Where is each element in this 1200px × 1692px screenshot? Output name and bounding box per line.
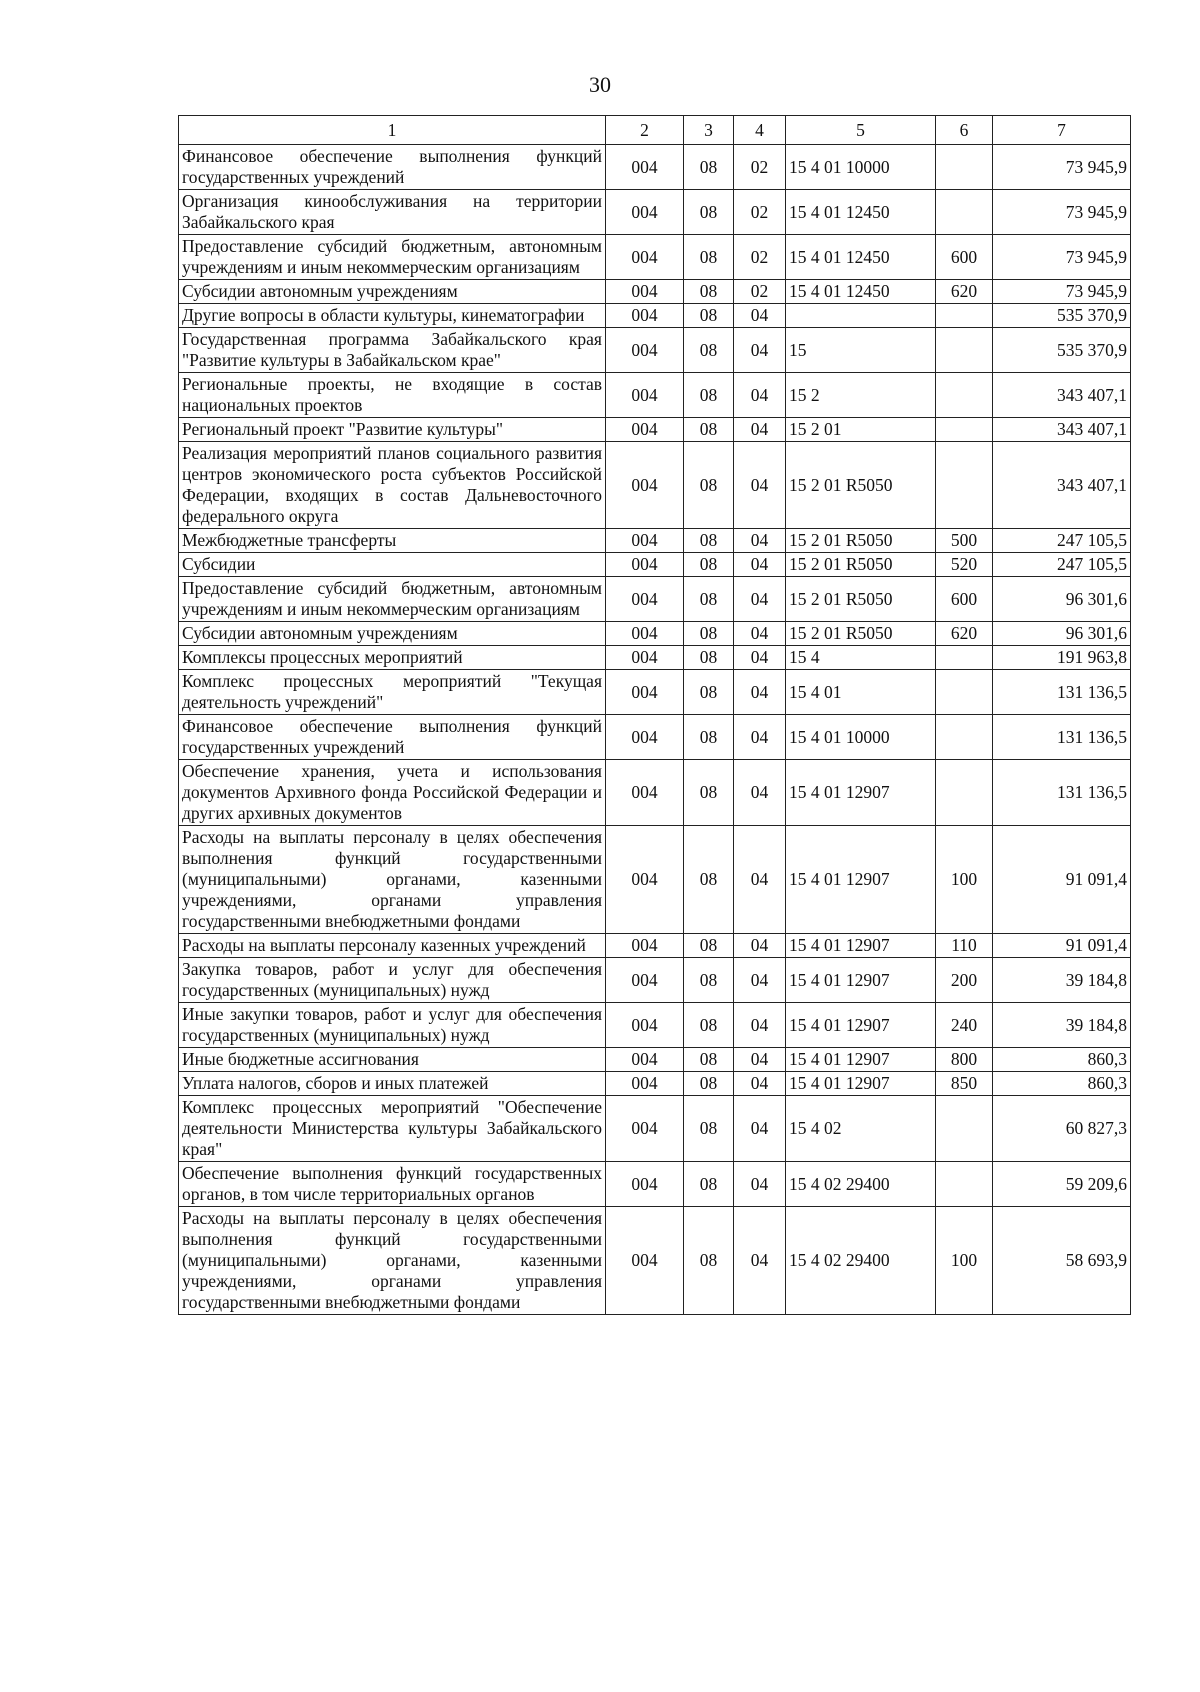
table-row <box>179 529 1131 553</box>
target-article-cell: 15 4 01 10000 <box>786 715 936 760</box>
row-name-cell: Уплата налогов, сборов и иных платежей <box>179 1072 606 1096</box>
amount-cell: 131 136,5 <box>993 715 1131 760</box>
expense-type-cell: 850 <box>936 1072 993 1096</box>
target-article-cell: 15 4 01 12450 <box>786 235 936 280</box>
expense-type-cell: 600 <box>936 235 993 280</box>
amount-cell: 535 370,9 <box>993 304 1131 328</box>
row-name-cell: Обеспечение выполнения функций государственных органов, в том числе территориальных органов <box>179 1162 606 1207</box>
table-row <box>179 553 1131 577</box>
section-cell: 08 <box>684 958 734 1003</box>
budget-table <box>178 115 1131 1315</box>
admin-code-cell: 004 <box>606 304 684 328</box>
target-article-cell: 15 4 01 10000 <box>786 145 936 190</box>
amount-cell: 535 370,9 <box>993 328 1131 373</box>
table-row <box>179 328 1131 373</box>
target-article-cell: 15 4 01 12907 <box>786 826 936 934</box>
table-body <box>179 145 1131 1315</box>
amount-cell: 247 105,5 <box>993 529 1131 553</box>
target-article-cell: 15 4 01 12907 <box>786 958 936 1003</box>
expense-type-cell: 800 <box>936 1048 993 1072</box>
section-cell: 08 <box>684 646 734 670</box>
amount-cell: 96 301,6 <box>993 577 1131 622</box>
admin-code-cell: 004 <box>606 1003 684 1048</box>
row-name-cell: Комплекс процессных мероприятий "Текущая деятельность учреждений" <box>179 670 606 715</box>
admin-code-cell: 004 <box>606 145 684 190</box>
table-row <box>179 577 1131 622</box>
target-article-cell: 15 2 01 R5050 <box>786 442 936 529</box>
subsection-cell: 04 <box>734 670 786 715</box>
subsection-cell: 04 <box>734 1207 786 1315</box>
target-article-cell: 15 2 01 R5050 <box>786 622 936 646</box>
target-article-cell <box>786 304 936 328</box>
admin-code-cell: 004 <box>606 235 684 280</box>
header-cell: 2 <box>606 116 684 145</box>
target-article-cell: 15 4 02 <box>786 1096 936 1162</box>
section-cell: 08 <box>684 529 734 553</box>
section-cell: 08 <box>684 577 734 622</box>
section-cell: 08 <box>684 418 734 442</box>
amount-cell: 343 407,1 <box>993 418 1131 442</box>
admin-code-cell: 004 <box>606 577 684 622</box>
header-cell: 3 <box>684 116 734 145</box>
row-name-cell: Организация кинообслуживания на территории Забайкальского края <box>179 190 606 235</box>
section-cell: 08 <box>684 934 734 958</box>
admin-code-cell: 004 <box>606 958 684 1003</box>
table-row <box>179 958 1131 1003</box>
admin-code-cell: 004 <box>606 646 684 670</box>
header-cell: 1 <box>179 116 606 145</box>
expense-type-cell <box>936 760 993 826</box>
row-name-cell: Расходы на выплаты персоналу в целях обеспечения выполнения функций государственными (муниципальными) органами, казенными учреждениями, органами управления государственными внебюджетными фондами <box>179 1207 606 1315</box>
admin-code-cell: 004 <box>606 826 684 934</box>
row-name-cell: Финансовое обеспечение выполнения функций государственных учреждений <box>179 715 606 760</box>
subsection-cell: 04 <box>734 577 786 622</box>
amount-cell: 39 184,8 <box>993 958 1131 1003</box>
target-article-cell: 15 2 <box>786 373 936 418</box>
subsection-cell: 04 <box>734 1072 786 1096</box>
section-cell: 08 <box>684 760 734 826</box>
page-number: 30 <box>589 72 611 97</box>
table-row <box>179 1003 1131 1048</box>
amount-cell: 91 091,4 <box>993 934 1131 958</box>
section-cell: 08 <box>684 1096 734 1162</box>
table-row <box>179 715 1131 760</box>
amount-cell: 73 945,9 <box>993 145 1131 190</box>
expense-type-cell <box>936 304 993 328</box>
target-article-cell: 15 4 01 12907 <box>786 934 936 958</box>
row-name-cell: Обеспечение хранения, учета и использования документов Архивного фонда Российской Федерации и других архивных документов <box>179 760 606 826</box>
expense-type-cell <box>936 418 993 442</box>
row-name-cell: Предоставление субсидий бюджетным, автономным учреждениям и иным некоммерческим организациям <box>179 235 606 280</box>
header-cell: 5 <box>786 116 936 145</box>
section-cell: 08 <box>684 1003 734 1048</box>
table-row <box>179 235 1131 280</box>
amount-cell: 59 209,6 <box>993 1162 1131 1207</box>
table-row <box>179 760 1131 826</box>
subsection-cell: 02 <box>734 235 786 280</box>
subsection-cell: 04 <box>734 760 786 826</box>
amount-cell: 343 407,1 <box>993 442 1131 529</box>
row-name-cell: Расходы на выплаты персоналу в целях обеспечения выполнения функций государственными (муниципальными) органами, казенными учреждениями, органами управления государственными внебюджетными фондами <box>179 826 606 934</box>
target-article-cell: 15 4 02 29400 <box>786 1162 936 1207</box>
admin-code-cell: 004 <box>606 934 684 958</box>
subsection-cell: 04 <box>734 934 786 958</box>
section-cell: 08 <box>684 1162 734 1207</box>
table-row <box>179 280 1131 304</box>
expense-type-cell: 500 <box>936 529 993 553</box>
amount-cell: 191 963,8 <box>993 646 1131 670</box>
section-cell: 08 <box>684 1048 734 1072</box>
section-cell: 08 <box>684 553 734 577</box>
expense-type-cell: 620 <box>936 622 993 646</box>
expense-type-cell <box>936 328 993 373</box>
row-name-cell: Комплексы процессных мероприятий <box>179 646 606 670</box>
subsection-cell: 04 <box>734 1162 786 1207</box>
expense-type-cell <box>936 1096 993 1162</box>
amount-cell: 131 136,5 <box>993 670 1131 715</box>
target-article-cell: 15 4 01 12907 <box>786 1072 936 1096</box>
header-cell: 7 <box>993 116 1131 145</box>
admin-code-cell: 004 <box>606 280 684 304</box>
row-name-cell: Реализация мероприятий планов социального развития центров экономического роста субъектов Российской Федерации, входящих в состав Дальневосточного федерального округа <box>179 442 606 529</box>
expense-type-cell: 100 <box>936 826 993 934</box>
target-article-cell: 15 4 01 12450 <box>786 190 936 235</box>
row-name-cell: Субсидии автономным учреждениям <box>179 622 606 646</box>
table-row <box>179 1072 1131 1096</box>
expense-type-cell <box>936 373 993 418</box>
expense-type-cell <box>936 1162 993 1207</box>
table-row <box>179 646 1131 670</box>
amount-cell: 131 136,5 <box>993 760 1131 826</box>
row-name-cell: Государственная программа Забайкальского края "Развитие культуры в Забайкальском крае" <box>179 328 606 373</box>
expense-type-cell <box>936 145 993 190</box>
subsection-cell: 04 <box>734 373 786 418</box>
admin-code-cell: 004 <box>606 1048 684 1072</box>
admin-code-cell: 004 <box>606 760 684 826</box>
expense-type-cell <box>936 715 993 760</box>
table-row <box>179 622 1131 646</box>
subsection-cell: 04 <box>734 529 786 553</box>
table-row <box>179 1207 1131 1315</box>
expense-type-cell <box>936 670 993 715</box>
subsection-cell: 04 <box>734 1096 786 1162</box>
admin-code-cell: 004 <box>606 529 684 553</box>
target-article-cell: 15 2 01 <box>786 418 936 442</box>
section-cell: 08 <box>684 442 734 529</box>
row-name-cell: Другие вопросы в области культуры, кинематографии <box>179 304 606 328</box>
table-row <box>179 418 1131 442</box>
admin-code-cell: 004 <box>606 1072 684 1096</box>
target-article-cell: 15 <box>786 328 936 373</box>
target-article-cell: 15 2 01 R5050 <box>786 577 936 622</box>
subsection-cell: 04 <box>734 1003 786 1048</box>
table-row <box>179 826 1131 934</box>
row-name-cell: Субсидии автономным учреждениям <box>179 280 606 304</box>
amount-cell: 73 945,9 <box>993 280 1131 304</box>
expense-type-cell <box>936 646 993 670</box>
row-name-cell: Иные бюджетные ассигнования <box>179 1048 606 1072</box>
admin-code-cell: 004 <box>606 622 684 646</box>
expense-type-cell: 620 <box>936 280 993 304</box>
target-article-cell: 15 4 <box>786 646 936 670</box>
subsection-cell: 04 <box>734 328 786 373</box>
section-cell: 08 <box>684 280 734 304</box>
amount-cell: 39 184,8 <box>993 1003 1131 1048</box>
section-cell: 08 <box>684 304 734 328</box>
section-cell: 08 <box>684 1072 734 1096</box>
amount-cell: 73 945,9 <box>993 235 1131 280</box>
row-name-cell: Расходы на выплаты персоналу казенных учреждений <box>179 934 606 958</box>
table-row <box>179 1162 1131 1207</box>
admin-code-cell: 004 <box>606 1207 684 1315</box>
admin-code-cell: 004 <box>606 328 684 373</box>
section-cell: 08 <box>684 373 734 418</box>
row-name-cell: Комплекс процессных мероприятий "Обеспечение деятельности Министерства культуры Забайкальского края" <box>179 1096 606 1162</box>
row-name-cell: Иные закупки товаров, работ и услуг для обеспечения государственных (муниципальных) нужд <box>179 1003 606 1048</box>
target-article-cell: 15 2 01 R5050 <box>786 529 936 553</box>
amount-cell: 860,3 <box>993 1048 1131 1072</box>
header-cell: 6 <box>936 116 993 145</box>
subsection-cell: 04 <box>734 826 786 934</box>
subsection-cell: 04 <box>734 622 786 646</box>
expense-type-cell: 240 <box>936 1003 993 1048</box>
section-cell: 08 <box>684 622 734 646</box>
admin-code-cell: 004 <box>606 442 684 529</box>
subsection-cell: 04 <box>734 304 786 328</box>
expense-type-cell: 200 <box>936 958 993 1003</box>
admin-code-cell: 004 <box>606 373 684 418</box>
row-name-cell: Субсидии <box>179 553 606 577</box>
table-row <box>179 1048 1131 1072</box>
section-cell: 08 <box>684 715 734 760</box>
expense-type-cell: 100 <box>936 1207 993 1315</box>
subsection-cell: 04 <box>734 553 786 577</box>
subsection-cell: 02 <box>734 280 786 304</box>
amount-cell: 247 105,5 <box>993 553 1131 577</box>
expense-type-cell <box>936 442 993 529</box>
target-article-cell: 15 4 02 29400 <box>786 1207 936 1315</box>
section-cell: 08 <box>684 145 734 190</box>
admin-code-cell: 004 <box>606 418 684 442</box>
subsection-cell: 04 <box>734 1048 786 1072</box>
target-article-cell: 15 4 01 12907 <box>786 1048 936 1072</box>
subsection-cell: 02 <box>734 190 786 235</box>
expense-type-cell: 600 <box>936 577 993 622</box>
target-article-cell: 15 4 01 12907 <box>786 760 936 826</box>
table-row <box>179 304 1131 328</box>
row-name-cell: Региональные проекты, не входящие в состав национальных проектов <box>179 373 606 418</box>
amount-cell: 73 945,9 <box>993 190 1131 235</box>
table-row <box>179 373 1131 418</box>
amount-cell: 60 827,3 <box>993 1096 1131 1162</box>
row-name-cell: Региональный проект "Развитие культуры" <box>179 418 606 442</box>
target-article-cell: 15 4 01 12450 <box>786 280 936 304</box>
expense-type-cell <box>936 190 993 235</box>
table-row <box>179 442 1131 529</box>
target-article-cell: 15 4 01 <box>786 670 936 715</box>
subsection-cell: 04 <box>734 418 786 442</box>
expense-type-cell: 520 <box>936 553 993 577</box>
table-row <box>179 145 1131 190</box>
subsection-cell: 04 <box>734 715 786 760</box>
expense-type-cell: 110 <box>936 934 993 958</box>
target-article-cell: 15 2 01 R5050 <box>786 553 936 577</box>
target-article-cell: 15 4 01 12907 <box>786 1003 936 1048</box>
table-row <box>179 190 1131 235</box>
admin-code-cell: 004 <box>606 190 684 235</box>
row-name-cell: Предоставление субсидий бюджетным, автономным учреждениям и иным некоммерческим организациям <box>179 577 606 622</box>
row-name-cell: Межбюджетные трансферты <box>179 529 606 553</box>
table-row <box>179 934 1131 958</box>
section-cell: 08 <box>684 826 734 934</box>
admin-code-cell: 004 <box>606 715 684 760</box>
section-cell: 08 <box>684 235 734 280</box>
amount-cell: 91 091,4 <box>993 826 1131 934</box>
admin-code-cell: 004 <box>606 1162 684 1207</box>
row-name-cell: Закупка товаров, работ и услуг для обеспечения государственных (муниципальных) нужд <box>179 958 606 1003</box>
subsection-cell: 04 <box>734 646 786 670</box>
section-cell: 08 <box>684 190 734 235</box>
header-cell: 4 <box>734 116 786 145</box>
admin-code-cell: 004 <box>606 1096 684 1162</box>
table-row <box>179 1096 1131 1162</box>
section-cell: 08 <box>684 328 734 373</box>
subsection-cell: 04 <box>734 958 786 1003</box>
row-name-cell: Финансовое обеспечение выполнения функций государственных учреждений <box>179 145 606 190</box>
admin-code-cell: 004 <box>606 553 684 577</box>
header-row <box>179 116 1131 145</box>
amount-cell: 96 301,6 <box>993 622 1131 646</box>
table-row <box>179 670 1131 715</box>
amount-cell: 860,3 <box>993 1072 1131 1096</box>
section-cell: 08 <box>684 670 734 715</box>
admin-code-cell: 004 <box>606 670 684 715</box>
subsection-cell: 04 <box>734 442 786 529</box>
section-cell: 08 <box>684 1207 734 1315</box>
subsection-cell: 02 <box>734 145 786 190</box>
amount-cell: 343 407,1 <box>993 373 1131 418</box>
amount-cell: 58 693,9 <box>993 1207 1131 1315</box>
